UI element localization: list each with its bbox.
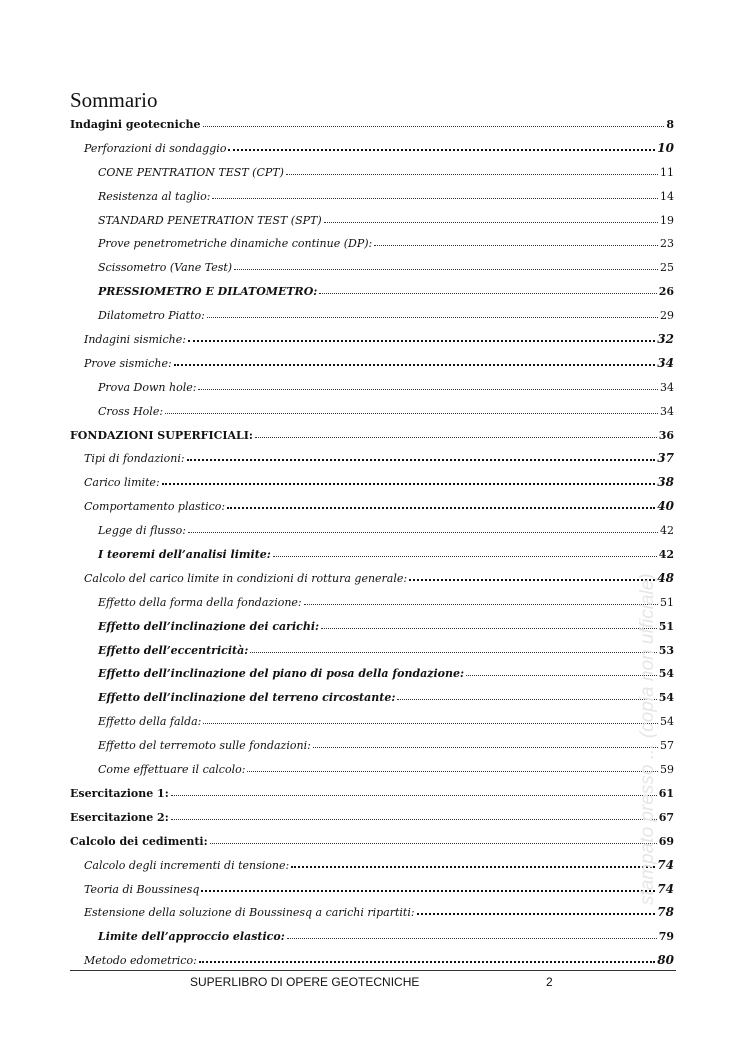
toc-entry[interactable] [70,639,674,663]
toc-entry[interactable] [70,662,674,686]
toc-dot-leader [171,810,657,820]
toc-entry[interactable] [70,185,674,209]
toc-dot-leader [286,165,658,175]
toc-entry[interactable] [70,519,674,543]
toc-entry-page-number: 37 [657,451,674,466]
toc-entry[interactable] [70,352,674,376]
toc-dot-leader [162,475,656,486]
toc-entry[interactable] [70,734,674,758]
toc-entry[interactable] [70,376,674,400]
toc-entry-label: Prove penetrometriche dinamiche continue (DP): [98,237,373,251]
toc-entry-label: Effetto della falda: [98,715,202,729]
toc-entry-page-number: 34 [660,380,674,394]
toc-entry-label: Indagini sismiche: [84,333,186,347]
toc-entry[interactable] [70,615,674,639]
toc-dot-leader [203,714,658,724]
toc-entry[interactable] [70,209,674,233]
toc-entry[interactable] [70,424,674,448]
toc-dot-leader [227,498,655,509]
toc-dot-leader [203,117,665,127]
toc-entry[interactable] [70,878,674,902]
toc-entry-page-number: 32 [657,332,674,347]
toc-entry-page-number: 54 [660,715,674,729]
toc-dot-leader [188,523,658,533]
toc-entry-page-number: 25 [660,261,674,275]
toc-entry-page-number: 8 [666,118,674,131]
toc-entry[interactable] [70,304,674,328]
toc-entry-page-number: 40 [657,499,674,514]
footer-title: SUPERLIBRO DI OPERE GEOTECNICHE [190,975,420,989]
toc-dot-leader [417,905,656,916]
toc-entry[interactable] [70,543,674,567]
toc-dot-leader [247,762,658,772]
toc-entry[interactable] [70,854,674,878]
toc-dot-leader [374,237,658,247]
toc-entry-page-number: 36 [658,428,674,442]
toc-entry[interactable] [70,280,674,304]
toc-dot-leader [304,595,658,605]
toc-entry[interactable] [70,256,674,280]
toc-entry[interactable] [70,567,674,591]
toc-entry-label: Perforazioni di sondaggio [84,141,227,155]
toc-dot-leader [397,691,656,701]
toc-dot-leader [188,331,655,342]
toc-dot-leader [319,284,656,294]
toc-entry-page-number: 57 [660,739,674,753]
toc-entry-page-number: 23 [660,237,674,251]
toc-dot-leader [171,786,657,796]
toc-entry-label: PRESSIOMETRO E DILATOMETRO: [98,285,318,299]
toc-dot-leader [287,929,657,939]
toc-entry[interactable] [70,758,674,782]
toc-entry-label: Calcolo dei cedimenti: [70,834,208,848]
toc-dot-leader [201,881,655,892]
toc-entry[interactable] [70,471,674,495]
toc-entry-label: Prova Down hole: [98,380,197,394]
toc-dot-leader [207,308,658,318]
toc-dot-leader [321,619,657,629]
toc-entry[interactable] [70,113,674,137]
toc-entry-label: Limite dell’approccio elastico: [98,930,285,944]
toc-entry-label: Tipi di fondazioni: [84,452,185,466]
toc-entry-label: Effetto dell’eccentricità: [98,643,249,657]
toc-dot-leader [165,404,658,414]
toc-entry-label: Scissometro (Vane Test) [98,261,233,275]
table-of-contents [70,113,674,973]
toc-entry-label: Comportamento plastico: [84,500,226,514]
toc-entry[interactable] [70,710,674,734]
toc-entry-page-number: 42 [658,548,674,562]
toc-entry-page-number: 10 [657,140,674,155]
toc-entry-label: Effetto del terremoto sulle fondazioni: [98,739,311,753]
toc-entry[interactable] [70,901,674,925]
toc-entry-label: Come effettuare il calcolo: [98,763,246,777]
toc-dot-leader [324,213,658,223]
toc-entry-page-number: 61 [658,786,674,800]
toc-entry-label: Prove sismiche: [84,356,172,370]
toc-entry[interactable] [70,137,674,161]
toc-entry-page-number: 51 [660,595,674,609]
toc-entry-label: Metodo edometrico: [84,954,197,968]
toc-entry-label: Calcolo del carico limite in condizioni di rottura generale: [84,571,408,585]
toc-dot-leader [250,643,656,653]
toc-entry-page-number: 19 [660,213,674,227]
toc-entry-page-number: 53 [658,643,674,657]
toc-entry[interactable] [70,232,674,256]
toc-dot-leader [234,261,658,271]
toc-entry-label: STANDARD PENETRATION TEST (SPT) [98,213,322,227]
toc-entry-page-number: 54 [658,691,674,705]
toc-entry-page-number: 42 [660,524,674,538]
toc-entry[interactable] [70,782,674,806]
toc-entry-label: Esercitazione 2: [70,810,169,824]
toc-entry-page-number: 59 [660,763,674,777]
toc-entry-page-number: 51 [658,619,674,633]
toc-entry[interactable] [70,925,674,949]
toc-dot-leader [198,380,658,390]
toc-dot-leader [313,738,658,748]
toc-dot-leader [210,834,657,844]
toc-entry-page-number: 67 [658,810,674,824]
toc-entry[interactable] [70,686,674,710]
toc-entry[interactable] [70,806,674,830]
toc-dot-leader [291,857,655,868]
toc-entry-page-number: 29 [660,309,674,323]
toc-entry-page-number: 79 [658,930,674,944]
toc-entry-label: Dilatometro Piatto: [98,309,205,323]
toc-entry-page-number: 74 [657,881,674,896]
toc-entry[interactable] [70,161,674,185]
toc-entry-label: Carico limite: [84,476,160,490]
toc-entry-label: Effetto dell’inclinazione del piano di posa della fondazione: [98,667,465,681]
toc-dot-leader [187,451,656,462]
toc-dot-leader [255,428,657,438]
toc-entry[interactable] [70,400,674,424]
toc-entry[interactable] [70,495,674,519]
toc-dot-leader [212,189,658,199]
footer-page-number: 2 [546,975,553,989]
toc-entry-label: Effetto dell’inclinazione del terreno circostante: [98,691,396,705]
toc-entry-page-number: 38 [657,475,674,490]
page-title: Sommario [70,88,158,112]
toc-entry-page-number: 34 [657,355,674,370]
toc-dot-leader [466,667,657,677]
toc-entry-label: Effetto della forma della fondazione: [98,595,302,609]
toc-entry-label: Esercitazione 1: [70,786,169,800]
toc-dot-leader [409,570,655,581]
toc-dot-leader [273,547,657,557]
toc-entry-label: Resistenza al taglio: [98,189,211,203]
toc-entry-page-number: 26 [658,285,674,299]
toc-entry-label: Indagini geotecniche [70,118,201,131]
footer-divider [70,970,676,971]
toc-entry-page-number: 11 [660,165,674,179]
toc-entry-label: Calcolo degli incrementi di tensione: [84,858,290,872]
toc-entry[interactable] [70,328,674,352]
toc-entry-label: I teoremi dell’analisi limite: [98,548,271,562]
toc-entry-label: Legge di flusso: [98,524,186,538]
toc-entry[interactable] [70,591,674,615]
toc-entry-label: CONE PENTRATION TEST (CPT) [98,165,284,179]
toc-entry[interactable] [70,830,674,854]
toc-entry-page-number: 48 [657,570,674,585]
toc-entry-page-number: 74 [657,857,674,872]
toc-entry-label: Teoria di Boussinesq [84,882,200,896]
toc-entry-label: FONDAZIONI SUPERFICIALI: [70,428,253,442]
toc-dot-leader [228,140,655,151]
toc-dot-leader [199,952,656,963]
toc-entry[interactable] [70,447,674,471]
toc-entry-page-number: 34 [660,404,674,418]
toc-entry-page-number: 54 [658,667,674,681]
toc-entry-label: Estensione della soluzione di Boussinesq a carichi ripartiti: [84,906,415,920]
watermark: stampato presso ... (copia non ufficiale) [637,573,658,905]
toc-entry-page-number: 69 [658,834,674,848]
toc-entry-label: Cross Hole: [98,404,164,418]
toc-entry-label: Effetto dell’inclinazione dei carichi: [98,619,320,633]
toc-entry-page-number: 80 [657,953,674,968]
toc-dot-leader [174,355,656,366]
toc-entry-page-number: 78 [657,905,674,920]
toc-entry-page-number: 14 [660,189,674,203]
